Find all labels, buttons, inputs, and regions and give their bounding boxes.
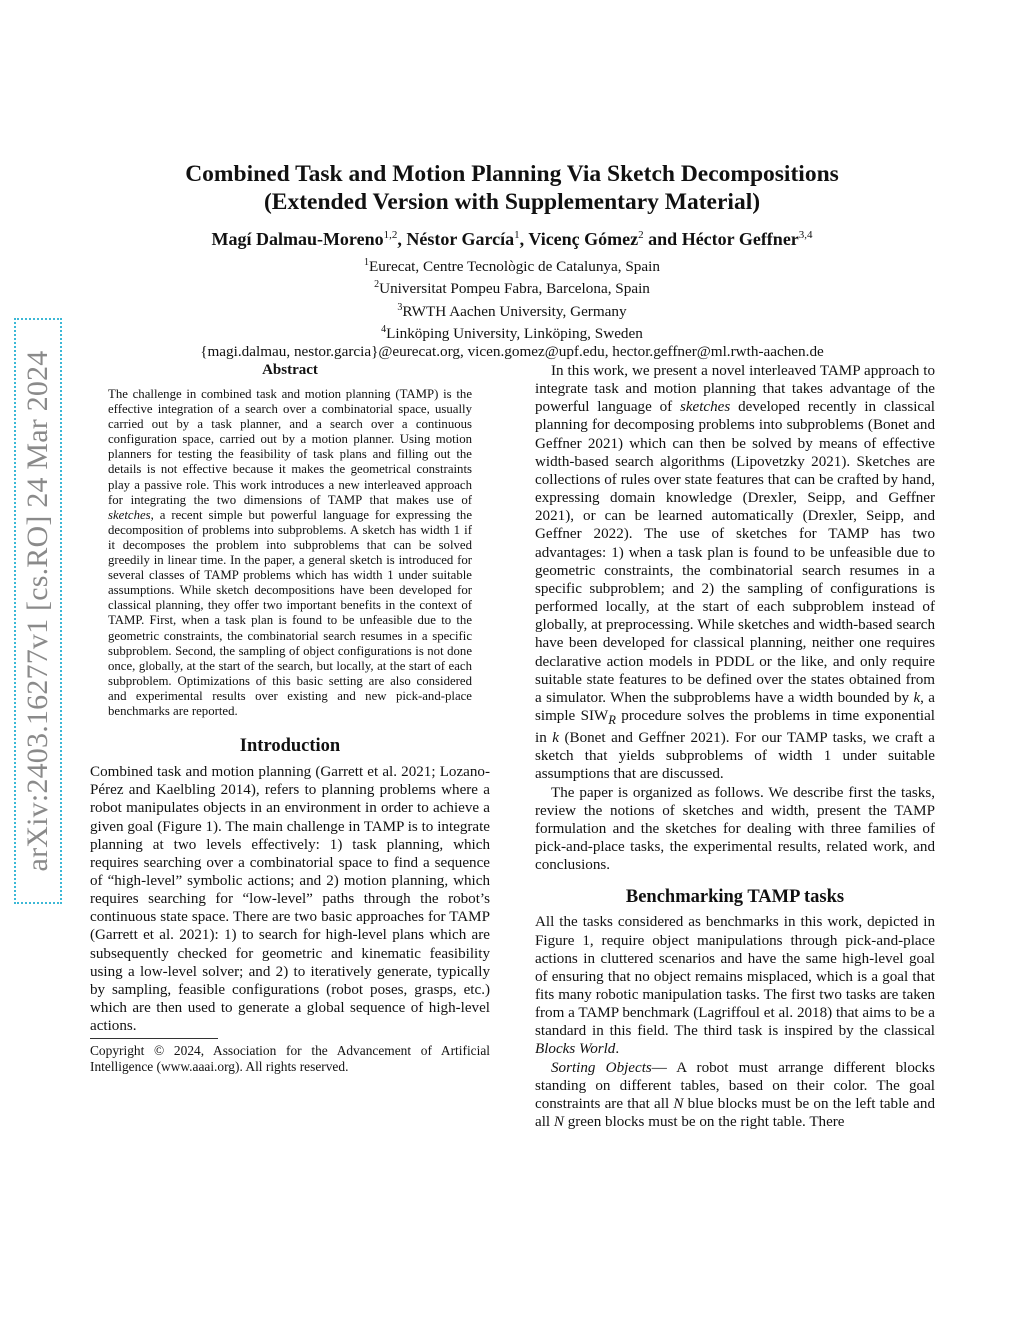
affiliation-line — [100, 321, 924, 343]
math-var: k — [913, 689, 921, 706]
introduction-heading: Introduction — [239, 736, 341, 757]
paper-title — [100, 160, 924, 216]
body-paragraph — [535, 362, 935, 784]
affiliation-text: RWTH Aachen University, Germany — [402, 302, 627, 320]
author-name: Néstor García — [406, 229, 515, 249]
emphasis: Blocks World — [535, 1041, 616, 1058]
body-paragraph — [535, 913, 935, 1058]
math-var: N — [673, 1095, 684, 1112]
text-run: developed recently in classical planning for decomposing problems into subproblems (Bonet and Geffner 2021) which can then be solved by means of effective width-based search algorithms (Lipovetzky 2021). Sketches are collections of rules over state features that can be crafted by hand, expressing domain knowledge (Drexler, Seipp, and Geffner 2021), or can be learned automatically (Drexler, Seipp, and Geffner 2022). The use of sketches for TAMP has two advantages: 1) when a task plan is found to be unfeasible due to geometric constraints, the combinatorial search resumes in a specific subproblem; and 2) the sampling of configurations is performed locally, at the start of each subproblem instead of globally, at preprocessing. While sketches and width-based search have been developed for classical planning, neither one requires declarative action models in PDDL or the like, and only require suitable state features to be defined over the states obtained from a simulator. When the subproblems have a width bounded by — [535, 399, 935, 706]
text-run: In this work, we present a novel interleaved TAMP approach to integrate task and motion planning that takes advantage of the powerful language of — [535, 363, 935, 416]
emphasis: sketches — [108, 507, 151, 522]
abstract-heading: Abstract — [262, 362, 318, 378]
introduction-paragraph: Combined task and motion planning (Garrett et al. 2021; Lozano-Pérez and Kaelbling 2014), refers to planning problems where a robot manipulates objects in an environment in order to achieve a given goal (Figure 1). The main challenge in TAMP is to integrate planning at two levels effectively: 1) task planning, which requires searching over a combinatorial space to find a sequence of “high-level” symbolic actions; and 2) motion planning, which requires searching for “low-level” paths through the robot’s continuous state space. There are two basic approaches for TAMP (Garrett et al. 2021): 1) to search for high-level plans which are subsequently checked for geometric and kinematic feasibility using a low-level solver; and 2) to iteratively generate, typically by sampling, feasible configurations (robot poses, grasps, etc.) which are then used to generate a global sequence of high-level actions. — [90, 764, 490, 1035]
math-subscript: R — [608, 712, 616, 727]
author-affil-marker: 2 — [638, 229, 644, 241]
author-list: Magí Dalmau-Moreno$^{1,2}$, Néstor García$^1$, Vicenç Gómez$^2$ and Héctor Geffner$^{3,4}$ — [211, 229, 813, 249]
author-name: Vicenç Gómez — [528, 229, 639, 249]
affiliation-number: 2 — [374, 279, 380, 291]
benchmarking-heading: Benchmarking TAMP tasks — [625, 887, 845, 908]
body-paragraph: The paper is organized as follows. We describe first the tasks, review the notions of sketches and width, present the TAMP formulation and the sketches for dealing with three families of pick-and-place tasks, the experimental results, related work, and conclusions. — [535, 784, 935, 874]
left-column — [90, 362, 490, 1075]
text-run: All the tasks considered as benchmarks in this work, depicted in Figure 1, require object manipulations through pick-and-place actions in cluttered scenarios and have the same high-level goal of ensuring that no object remains misplaced, which is a goal that fits many robotic manipulation tasks. The first two tasks are taken from a TAMP benchmark (Lagriffoul et al. 2018) that aims to be a standard in this field. The third task is inspired by the classical — [535, 914, 935, 1040]
author-affil-marker: 1,2 — [383, 229, 398, 241]
affiliation-line — [100, 276, 924, 298]
affiliation-line — [100, 254, 924, 276]
text-run: (Bonet and Geffner 2021). For our TAMP tasks, we craft a sketch that yields subproblems of width 1 under suitable assumptions that are discussed. — [535, 730, 936, 783]
text-run: blue blocks must be on the left table and all — [535, 1095, 935, 1131]
arxiv-identifier: arXiv:2403.16277v1 [cs.RO] 24 Mar 2024 — [21, 350, 54, 872]
affiliation-text: Universitat Pompeu Fabra, Barcelona, Spain — [379, 280, 650, 298]
affiliation-text: Eurecat, Centre Tecnològic de Catalunya, Spain — [369, 258, 660, 276]
math-var: k — [552, 730, 559, 747]
text-run: The challenge in combined task and motion planning (TAMP) is the effective integration of a search over a combinatorial space, usually carried out by a task planner, and a search over a continuous configuration space, carried out by a motion planner. Using motion planners for testing the feasibility of task plans and filling out the details is not effective because it makes the geometrical constraints play a passive role. This work introduces a new interleaved approach for integrating the two dimensions of TAMP that makes use of — [108, 387, 472, 507]
emphasis: sketches — [679, 399, 731, 416]
affiliation-number: 1 — [364, 257, 370, 268]
title-line-1: Combined Task and Motion Planning Via Sketch Decompositions — [185, 161, 839, 187]
author-affil-marker: 1 — [514, 229, 520, 241]
author-emails: {magi.dalmau, nestor.garcia}@eurecat.org, vicen.gomez@upf.edu, hector.geffner@ml.rwth-aachen.de — [200, 343, 824, 361]
text-run: , a recent simple but powerful language for expressing the decomposition of problems into subproblems. A sketch has width 1 if it decomposes the problem into subproblems that can be solved greedily in linear time. In the paper, a general sketch is introduced for several classes of TAMP problems which has width 1 under suitable assumptions. While sketch decompositions have been developed for classical planning, they offer two important benefits in the context of TAMP. First, when a task plan is found to be unfeasible due to the geometric constraints, the combinatorial search resumes in a specific subproblem. Second, the sampling of object configurations is not done once, globally, at the start of the search, but locally, at the start of each subproblem. Optimizations of this basic setting are also considered and experimental results over existing and new pick-and-place benchmarks are reported. — [108, 507, 472, 718]
math-var: N — [553, 1114, 564, 1131]
abstract-text — [108, 387, 472, 719]
emphasis: Sorting Objects — [551, 1059, 652, 1076]
affiliation-number: 4 — [381, 323, 387, 335]
author-conjunction: and — [648, 229, 678, 249]
text-run: , a simple SIW — [535, 689, 935, 724]
footnote-rule — [90, 1038, 218, 1039]
title-line-2: (Extended Version with Supplementary Material) — [263, 189, 761, 215]
text-run: procedure solves the problems in time exponential in — [535, 707, 935, 747]
text-run: — A robot must arrange different blocks standing on different tables, based on their color. The goal constraints are that all — [535, 1059, 935, 1112]
copyright-footnote: Copyright © 2024, Association for the Advancement of Artificial Intelligence (www.aaai.org). All rights reserved. — [90, 1043, 490, 1075]
affiliation-text: Linköping University, Linköping, Sweden — [386, 324, 643, 342]
text-run: . — [615, 1041, 620, 1058]
author-affil-marker: 3,4 — [798, 229, 813, 241]
author-name: Héctor Geffner — [681, 229, 799, 249]
arxiv-stamp[interactable] — [14, 318, 62, 904]
body-paragraph — [535, 1059, 935, 1132]
affiliation-line — [100, 299, 924, 321]
affiliations — [100, 254, 924, 361]
right-column — [535, 362, 935, 1131]
text-run: green blocks must be on the right table. There — [563, 1114, 845, 1131]
affiliation-number: 3 — [397, 301, 403, 313]
author-name: Magí Dalmau-Moreno — [211, 229, 384, 249]
